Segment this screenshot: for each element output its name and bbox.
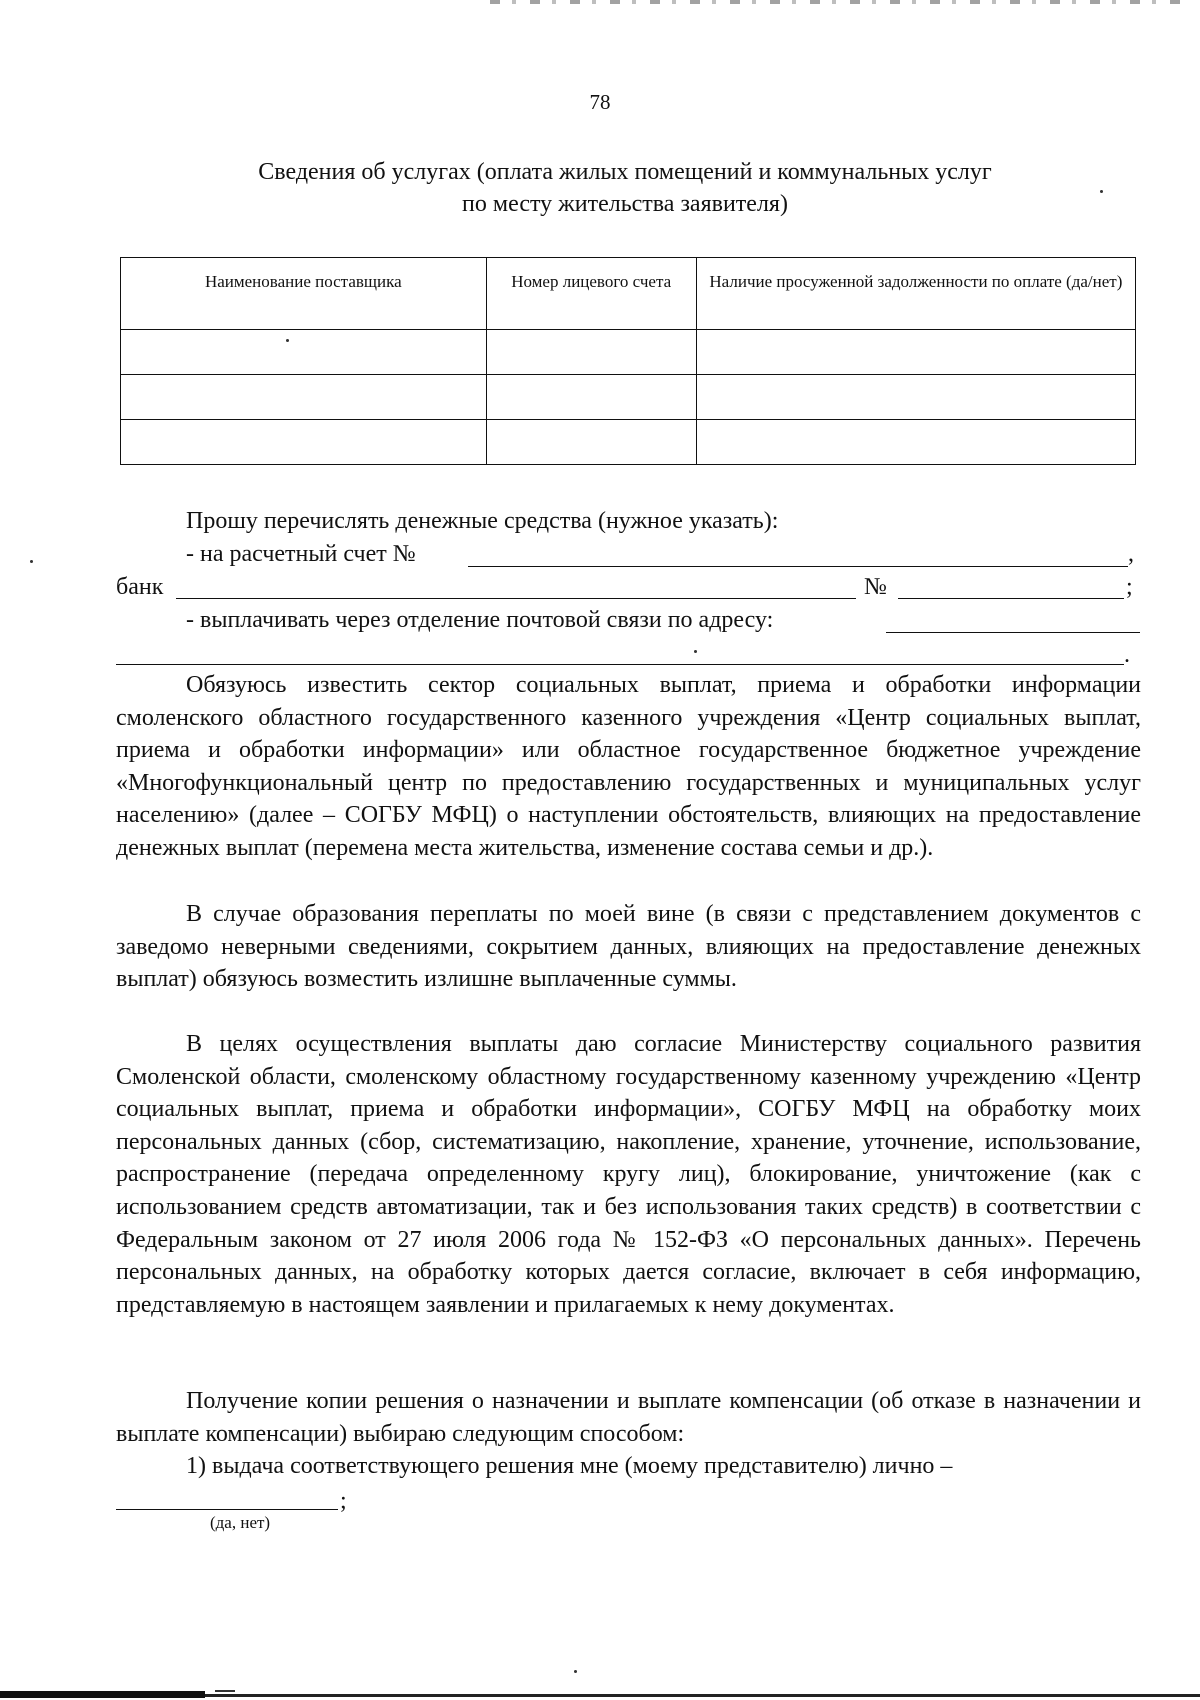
post-address-field-2[interactable]	[116, 664, 1124, 665]
bank-number-field[interactable]	[898, 598, 1124, 599]
header-account-number: Номер лицевого счета	[486, 258, 696, 330]
scan-artifact-bottom	[0, 1688, 1200, 1698]
post-office-label: - выплачивать через отделение почтовой связи по адресу:	[186, 607, 774, 633]
table-cell[interactable]	[121, 420, 487, 465]
account-number-field[interactable]	[468, 566, 1128, 567]
account-label: - на расчетный счет №	[186, 541, 416, 567]
services-table	[120, 257, 1136, 465]
table-cell[interactable]	[486, 375, 696, 420]
title-line-1: Сведения об услугах (оплата жилых помещений и коммунальных услуг	[258, 159, 992, 185]
table-cell[interactable]	[696, 375, 1135, 420]
paragraph-decision-copy-text: Получение копии решения о назначении и выплате компенсации (об отказе в назначении и выплате компенсации) выбираю следующим способом:	[116, 1388, 1141, 1447]
paragraph-option-1	[116, 1450, 1141, 1483]
number-sign: №	[864, 574, 887, 600]
paragraph-option-1-text: 1) выдача соответствующего решения мне (моему представителю) лично –	[186, 1453, 953, 1479]
post-address-field-1[interactable]	[886, 632, 1140, 633]
account-end-punct: ,	[1128, 541, 1134, 567]
bank-label: банк	[116, 574, 164, 600]
bank-name-field[interactable]	[176, 598, 856, 599]
table-cell[interactable]	[121, 375, 487, 420]
scan-speck	[286, 339, 289, 342]
bank-end-punct: ;	[1126, 574, 1133, 600]
paragraph-consent-text: В целях осуществления выплаты даю согласие Министерству социального развития Смоленской области, смоленскому областному государственному казенному учреждению «Центр социальных выплат, приема и обработки информации», СОГБУ МФЦ на обработку моих персональных данных (сбор, систематизацию, накопление, хранение, уточнение, использование, распространение (передача определенному кругу лиц), блокирование, уничтожение (как с использованием средств автоматизации, так и без использования таких средств) в соответствии с Федеральным законом от 27 июля 2006 года № 152-ФЗ «О персональных данных». Перечень персональных данных, на обработку которых дается согласие, включает в себя информацию, представляемую в настоящем заявлении и прилагаемых к нему документах.	[116, 1031, 1141, 1318]
payment-request-text: Прошу перечислять денежные средства (нужное указать):	[186, 508, 779, 534]
scan-speck	[574, 1670, 577, 1673]
table-cell[interactable]	[696, 330, 1135, 375]
table-header-row	[121, 258, 1136, 330]
paragraph-decision-copy	[116, 1385, 1141, 1450]
section-title	[150, 156, 1100, 220]
table-cell[interactable]	[486, 420, 696, 465]
table-cell[interactable]	[121, 330, 487, 375]
answer-end-punct: ;	[340, 1488, 347, 1514]
personal-delivery-answer-field[interactable]	[116, 1509, 338, 1510]
page-number: 78	[589, 90, 611, 114]
table-row	[121, 375, 1136, 420]
paragraph-obligation-text: Обязуюсь известить сектор социальных выплат, приема и обработки информации смоленского областного государственного казенного учреждения «Центр социальных выплат, приема и обработки информации» или областное государственное бюджетное учреждение «Многофункциональный центр по предоставлению государственных и муниципальных услуг населению» (далее – СОГБУ МФЦ) о наступлении обстоятельств, влияющих на предоставление денежных выплат (перемена места жительства, изменение состава семьи и др.).	[116, 672, 1141, 861]
title-line-2: по месту жительства заявителя)	[462, 191, 788, 217]
scan-speck	[30, 560, 33, 563]
paragraph-obligation	[116, 669, 1141, 865]
header-overdue-debt: Наличие просуженной задолженности по оплате (да/нет)	[696, 258, 1135, 330]
answer-hint: (да, нет)	[210, 1513, 271, 1532]
paragraph-overpayment-text: В случае образования переплаты по моей вине (в связи с представлением документов с заведомо неверными сведениями, сокрытием данных, влияющих на предоставление денежных выплат) обязуюсь возместить излишне выплаченные суммы.	[116, 901, 1141, 993]
scan-speck	[1100, 190, 1103, 193]
post-end-punct: .	[1124, 642, 1130, 668]
paragraph-consent	[116, 1028, 1141, 1321]
scan-speck	[694, 650, 697, 653]
table-row	[121, 420, 1136, 465]
table-row	[121, 330, 1136, 375]
table-cell[interactable]	[486, 330, 696, 375]
table-cell[interactable]	[696, 420, 1135, 465]
scan-artifact-top	[490, 0, 1190, 4]
paragraph-overpayment	[116, 898, 1141, 996]
header-supplier: Наименование поставщика	[121, 258, 487, 330]
